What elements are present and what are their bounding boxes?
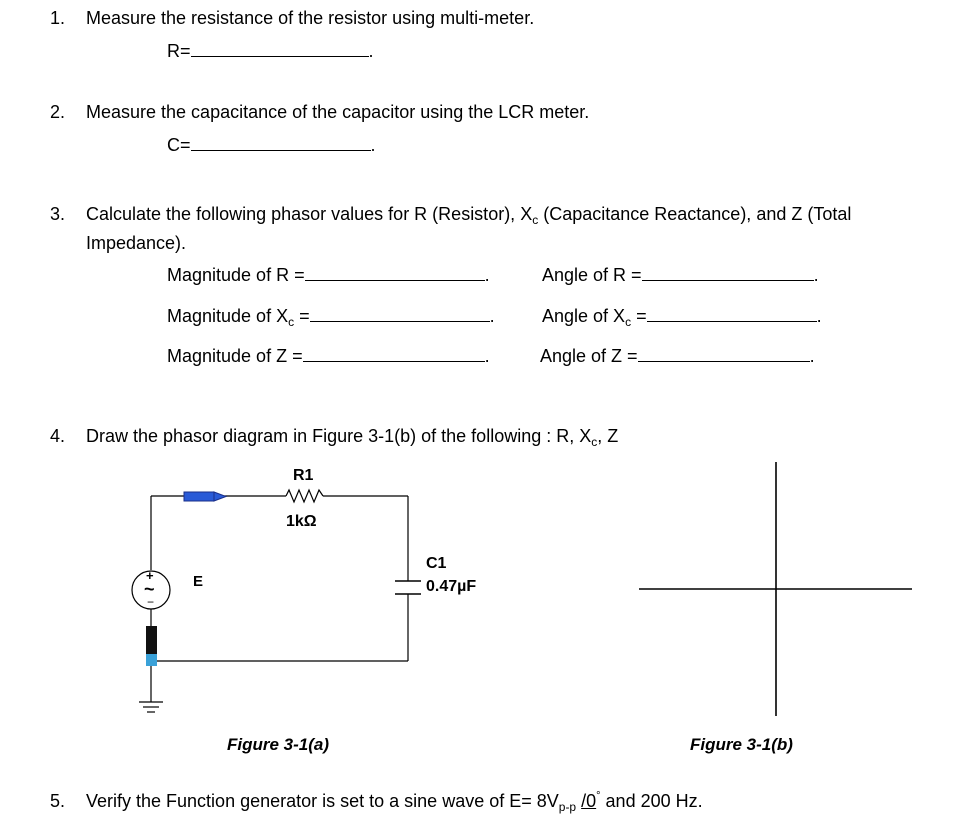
- probe-bottom: [146, 626, 157, 666]
- q2-text: Measure the capacitance of the capacitor using the LCR meter.: [86, 102, 590, 122]
- probe-top: [184, 492, 226, 501]
- q3-text-part2: (Capacitance Reactance), and Z (Total: [538, 204, 852, 224]
- ang-xc-equals: =: [631, 306, 647, 326]
- mag-xc-label: Magnitude of X: [167, 306, 289, 326]
- q4-number: 4.: [50, 426, 66, 446]
- q5-text-part1: Verify the Function generator is set to a sine wave of E= 8V: [86, 791, 559, 811]
- q2-period: .: [370, 135, 376, 155]
- ang-r-label: Angle of R =: [542, 265, 642, 285]
- q3-xc-subscript: c: [532, 213, 539, 227]
- mag-z-label: Magnitude of Z =: [167, 346, 303, 366]
- figure-3-1a-caption: Figure 3-1(a): [227, 735, 330, 754]
- figure-3-1b-caption: Figure 3-1(b): [690, 735, 793, 754]
- c1-name-label: C1: [426, 555, 447, 572]
- c1-value-label: 0.47µF: [426, 578, 477, 595]
- q1-period: .: [368, 41, 374, 61]
- q4-text-part2: , Z: [597, 426, 619, 446]
- resistor-symbol: [286, 490, 323, 502]
- q5-text-part2: and 200 Hz.: [600, 791, 703, 811]
- q1-field-label: R=: [167, 41, 191, 61]
- q3-text-part1: Calculate the following phasor values for R (Resistor), X: [86, 204, 533, 224]
- phasor-axes: [639, 462, 912, 716]
- source-sine-sign: ~: [144, 579, 155, 599]
- ang-xc-period: .: [816, 306, 822, 326]
- ang-r-period: .: [813, 265, 819, 285]
- q5-text: [86, 790, 703, 815]
- q2-field-label: C=: [167, 135, 191, 155]
- source-minus-sign: −: [147, 595, 155, 609]
- mag-xc-subscript: c: [288, 315, 295, 329]
- q2-number: 2.: [50, 102, 66, 122]
- q3-number: 3.: [50, 204, 66, 224]
- q3-text-line2: Impedance).: [86, 233, 187, 253]
- circuit-wires: [151, 496, 408, 702]
- q5-angle-value: /0: [581, 791, 597, 811]
- q4-text-part1: Draw the phasor diagram in Figure 3-1(b) of the following : R, X: [86, 426, 592, 446]
- source-plus-sign: +: [146, 568, 154, 583]
- source-e-label: E: [193, 573, 204, 590]
- capacitor-symbol: [395, 581, 421, 594]
- ang-xc-label: Angle of X: [542, 306, 626, 326]
- mag-r-label: Magnitude of R =: [167, 265, 305, 285]
- ang-z-label: Angle of Z =: [540, 346, 638, 366]
- r1-name-label: R1: [293, 467, 314, 484]
- mag-r-period: .: [484, 265, 490, 285]
- q5-vpp-subscript: p-p: [558, 800, 577, 814]
- mag-z-period: .: [484, 346, 490, 366]
- ang-z-period: .: [809, 346, 815, 366]
- mag-xc-period: .: [489, 306, 495, 326]
- mag-xc-equals: =: [294, 306, 310, 326]
- q5-degree-sign: °: [596, 790, 601, 802]
- q5-number: 5.: [50, 791, 66, 811]
- ground-symbol: [139, 702, 163, 712]
- ang-xc-subscript: c: [625, 315, 632, 329]
- q1-number: 1.: [50, 8, 66, 28]
- q4-xc-subscript: c: [591, 435, 598, 449]
- r1-value-label: 1kΩ: [286, 513, 317, 530]
- q1-text: Measure the resistance of the resistor using multi-meter.: [86, 8, 535, 28]
